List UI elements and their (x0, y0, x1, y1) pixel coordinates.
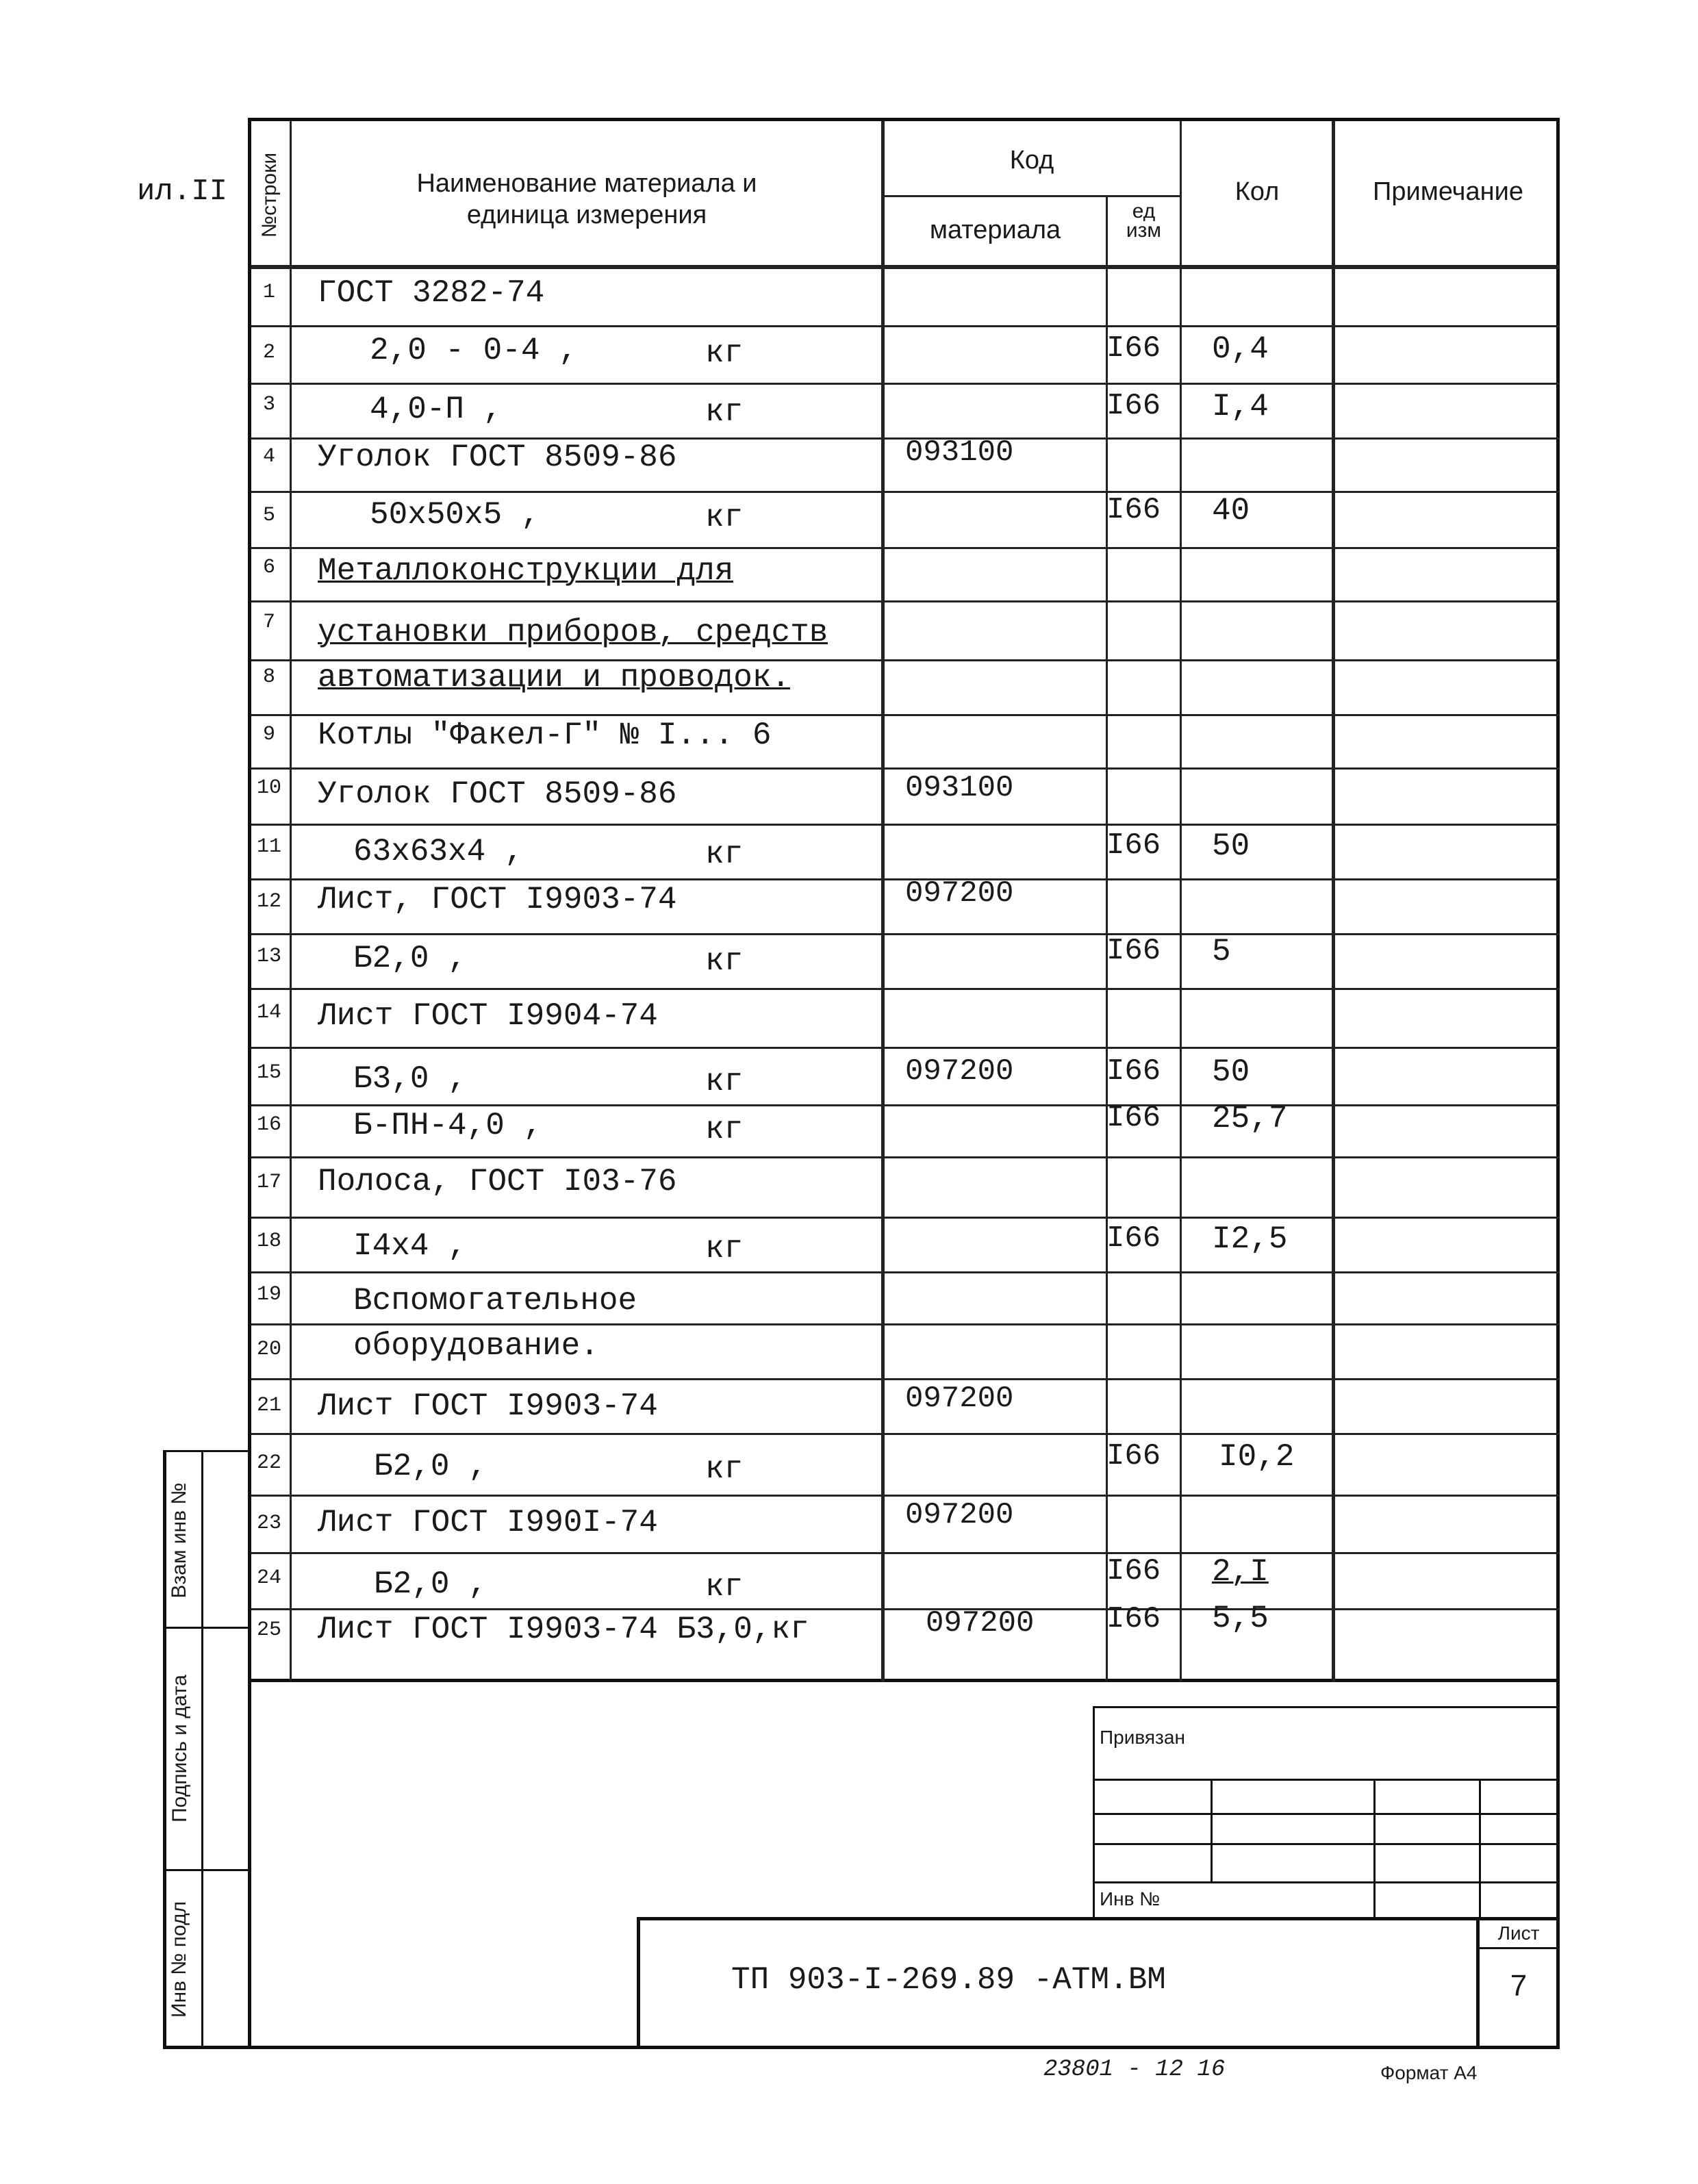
row-unit-text: кг (705, 1231, 744, 1267)
row-name: 4,0-П , (370, 392, 503, 427)
row-name: оборудование. (353, 1328, 599, 1364)
strip-outer-border (163, 1450, 166, 2049)
row-qty: I0,2 (1219, 1439, 1295, 1475)
strip-inv-orig-label: Инв № подл (168, 1901, 190, 2018)
row-unit-code: I66 (1106, 1054, 1161, 1089)
row-number: 3 (262, 393, 275, 416)
footer-handwritten-note: 23801 - 12 16 (1043, 2057, 1226, 2083)
row-unit-code: I66 (1106, 493, 1161, 527)
row-qty: 25,7 (1212, 1101, 1288, 1137)
row-unit-text: кг (705, 1569, 744, 1605)
strip-inv-replace-label: Взам инв № (168, 1482, 190, 1599)
row-qty: I,4 (1212, 389, 1269, 424)
row-number: 21 (256, 1394, 281, 1417)
row-number: 16 (256, 1113, 281, 1137)
row-number: 17 (256, 1171, 281, 1194)
col-divider-name (881, 121, 885, 1682)
row-unit-code: I66 (1106, 1554, 1161, 1588)
row-unit-text: кг (705, 943, 744, 979)
linked-label: Привязан (1100, 1727, 1185, 1748)
row-name: Лист, ГОСТ I9903-74 (318, 882, 677, 917)
row-unit-text: кг (705, 1451, 744, 1487)
row-number: 22 (256, 1451, 281, 1475)
row-name: Уголок ГОСТ 8509-86 (318, 440, 677, 475)
material-header: материала (929, 216, 1061, 244)
row-name: Котлы "Факел-Г" № I... 6 (318, 718, 772, 753)
sheet-corner-label: ил.II (137, 175, 228, 209)
row-number: 7 (262, 611, 275, 634)
sheet-box-divider (1476, 1947, 1558, 1949)
row-material-code: 097200 (905, 1054, 1014, 1089)
row-qty: 0,4 (1212, 331, 1269, 367)
row-unit-code: I66 (1106, 389, 1161, 423)
row-qty: 2,I (1212, 1554, 1269, 1590)
row-name: 63x63x4 , (353, 834, 524, 869)
row-name: Лист ГОСТ I9903-74 (318, 1388, 658, 1424)
row-number: 6 (262, 556, 275, 579)
row-unit-code: I66 (1106, 1439, 1161, 1473)
row-name: Вспомогательное (353, 1283, 637, 1319)
unit-header-line1: ед (1132, 202, 1156, 221)
row-number: 8 (262, 665, 275, 689)
row-unit-text: кг (705, 1112, 744, 1147)
row-number: 25 (256, 1618, 281, 1642)
format-label: Формат А4 (1380, 2062, 1478, 2083)
doc-code-box-top (637, 1917, 1558, 1920)
row-number: 5 (262, 504, 275, 527)
row-number: 19 (256, 1283, 281, 1306)
row-name: 50x50x5 , (370, 497, 540, 533)
row-name: Б3,0 , (353, 1061, 467, 1097)
row-unit-code: I66 (1106, 1221, 1161, 1256)
row-name: Лист ГОСТ I9904-74 (318, 998, 658, 1034)
frame-left-border (248, 1679, 251, 2048)
row-unit-code: I66 (1106, 331, 1161, 366)
note-header: Примечание (1373, 177, 1523, 206)
col-divider-unit (1180, 121, 1182, 1682)
row-unit-text: кг (705, 394, 744, 430)
row-number: 15 (256, 1061, 281, 1084)
unit-header-line2: изм (1126, 221, 1162, 240)
row-number: 24 (256, 1566, 281, 1590)
row-number: 9 (262, 723, 275, 746)
row-material-code: 093100 (905, 435, 1014, 470)
col-divider-qty (1332, 121, 1335, 1682)
row-unit-text: кг (705, 837, 744, 872)
row-number: 20 (256, 1338, 281, 1361)
row-number: 14 (256, 1001, 281, 1024)
row-unit-code: I66 (1106, 934, 1161, 968)
row-name: Лист ГОСТ I9903-74 Б3,0,кг (318, 1612, 809, 1647)
row-qty: 50 (1212, 1054, 1250, 1090)
row-unit-text: кг (705, 335, 744, 371)
row-unit-text: кг (705, 1064, 744, 1100)
row-unit-code: I66 (1106, 1602, 1161, 1636)
row-name: установки приборов, средств (318, 615, 828, 650)
row-name: ГОСТ 3282-74 (318, 275, 545, 311)
row-material-code: 093100 (905, 771, 1014, 805)
row-name: I4x4 , (353, 1228, 467, 1264)
row-name: Б2,0 , (374, 1449, 487, 1484)
strip-sign-date-label: Подпись и дата (168, 1675, 191, 1823)
sheet-number: 7 (1510, 1969, 1528, 2003)
row-material-code: 097200 (905, 1382, 1014, 1416)
qty-header: Кол (1234, 177, 1280, 206)
row-unit-code: I66 (1106, 828, 1161, 863)
row-qty: 40 (1212, 493, 1250, 529)
row-unit-code: I66 (1106, 1101, 1161, 1135)
row-number: 18 (256, 1230, 281, 1253)
sheet-label: Лист (1497, 1922, 1540, 1944)
row-qty: 5,5 (1212, 1601, 1269, 1636)
header-code-divider (881, 195, 1180, 197)
row-material-code: 097200 (905, 876, 1014, 911)
row-number: 13 (256, 945, 281, 968)
row-number: 11 (256, 835, 281, 859)
doc-code-box-left (637, 1917, 640, 2047)
row-qty: 5 (1212, 934, 1231, 969)
row-name: Б2,0 , (374, 1566, 487, 1602)
row-name: 2,0 - 0-4 , (370, 333, 578, 368)
strip-inner-border (201, 1450, 203, 2049)
row-number: 2 (262, 341, 275, 364)
row-material-code: 097200 (926, 1606, 1035, 1640)
row-name: Уголок ГОСТ 8509-86 (318, 776, 677, 812)
name-header-line2: единица измерения (466, 201, 707, 229)
inv-no-label: Инв № (1100, 1888, 1161, 1909)
header-bottom-line (251, 265, 1560, 269)
row-number: 1 (262, 281, 275, 304)
rownum-header: №строки (258, 152, 281, 238)
row-name: автоматизации и проводок. (318, 660, 791, 696)
row-name: Лист ГОСТ I990I-74 (318, 1505, 658, 1540)
document-code: ТП 903-I-269.89 -АТМ.ВМ (731, 1962, 1166, 1998)
row-number: 23 (256, 1512, 281, 1535)
row-name: Б-ПН-4,0 , (353, 1108, 543, 1143)
frame-bottom-border (163, 2046, 1560, 2049)
row-qty: I2,5 (1212, 1221, 1288, 1257)
row-name: Полоса, ГОСТ I03-76 (318, 1164, 677, 1199)
row-name: Металлоконструкции для (318, 553, 734, 589)
code-header: Код (1009, 146, 1054, 175)
row-number: 4 (262, 445, 275, 468)
row-number: 12 (256, 890, 281, 913)
row-name: Б2,0 , (353, 941, 467, 976)
name-header-line1: Наименование материала и (416, 169, 757, 198)
row-number: 10 (256, 776, 281, 800)
col-divider-rownum (290, 121, 292, 1682)
row-material-code: 097200 (905, 1498, 1014, 1532)
row-qty: 50 (1212, 828, 1250, 864)
row-unit-text: кг (705, 500, 744, 535)
